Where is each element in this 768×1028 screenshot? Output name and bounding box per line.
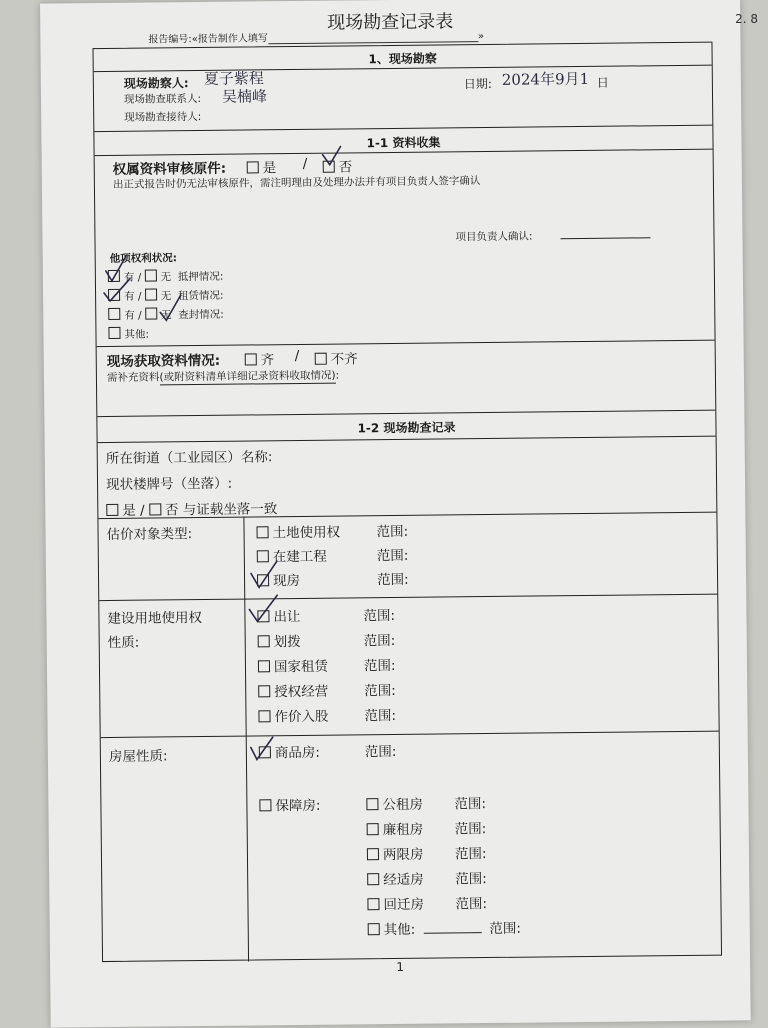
match-row: 是 / 否 与证载坐落一致 [106, 497, 277, 519]
report-number-blank [268, 30, 478, 44]
affordable-relocation[interactable]: 回迁房 [367, 893, 424, 914]
affordable-low-rent[interactable]: 廉租房 [367, 818, 424, 839]
range-label: 范围: [376, 571, 409, 589]
range-label: 范围: [454, 846, 487, 863]
range-label: 范围: [454, 821, 487, 838]
house-nature-label: 房屋性质: [108, 748, 168, 765]
range-label: 范围: [455, 871, 487, 888]
right-row-lease: 有 / 无 租赁情况: [108, 288, 224, 304]
commercial-house[interactable]: 商品房: [259, 741, 320, 762]
ownership-yes[interactable]: 是 [247, 156, 277, 176]
separator: / [302, 155, 308, 172]
range-label: 范围: [455, 896, 488, 913]
range-label: 范围: [364, 682, 396, 700]
inspector-label: 现场勘察人: [123, 76, 189, 91]
check-mark [249, 595, 277, 621]
check-mark [251, 737, 273, 759]
report-number: 报告编号:«报告制作人填写 » [148, 31, 485, 46]
section1-heading: 1、现场勘察 [368, 51, 437, 67]
check-mark [106, 257, 126, 281]
range-label: 范围: [376, 523, 409, 541]
check-mark [323, 147, 341, 165]
range-label: 范围: [376, 547, 409, 565]
survey-form [92, 42, 722, 962]
range-label: 范围: [454, 796, 487, 813]
onsite-complete[interactable]: 齐 [245, 348, 275, 368]
onsite-incomplete[interactable]: 不齐 [315, 347, 358, 367]
street-label: 所在街道（工业园区）名称: [105, 449, 273, 468]
range-label: 范围: [363, 657, 396, 675]
object-type-label: 估价对象类型: [106, 526, 193, 543]
check-mark [104, 279, 130, 301]
affordable-other[interactable]: 其他: 范围: [368, 917, 521, 939]
section12-heading: 1-2 现场勘查记录 [357, 420, 456, 436]
land-use-label-cont: 性质: [107, 634, 140, 651]
corner-mark: 2. 8 [735, 12, 758, 26]
separator: / [294, 347, 300, 365]
inspector-signature: 夏子紫程 [203, 69, 264, 88]
ownership-label: 权属资料审核原件: [112, 160, 227, 178]
ownership-no[interactable]: 否 [323, 155, 353, 175]
object-type-construction[interactable]: 在建工程 [257, 545, 327, 566]
right-row-other: 其他: [108, 327, 149, 342]
date-value: 2024年9月1 [501, 69, 590, 89]
other-rights-label: 他项权利状况: [109, 252, 177, 265]
object-type-land[interactable]: 土地使用权 [256, 521, 340, 542]
range-label: 范围: [364, 707, 397, 725]
affordable-public-rent[interactable]: 公租房 [366, 793, 423, 814]
contact-signature: 吴楠峰 [221, 87, 268, 106]
affordable-economic[interactable]: 经适房 [367, 868, 424, 889]
confirm-label: 项目负责人确认: [455, 230, 533, 244]
contact-label: 现场勘查联系人: [123, 92, 202, 106]
section11-heading: 1-1 资料收集 [366, 135, 441, 151]
right-row-seizure: 有 / 无 查封情况: [108, 307, 224, 323]
land-use-label: 建设用地使用权 [107, 610, 203, 627]
supplement-line: 需补充资料(或附资料清单详细记录资料收取情况): [106, 369, 340, 384]
land-use-authorized[interactable]: 授权经营 [258, 680, 328, 701]
handwritten-checkmarks [93, 43, 723, 963]
ownership-note: 出正式报告时仍无法审核原件，需注明理由及处理办法并有项目负责人签字确认 [112, 175, 481, 191]
land-use-equity[interactable]: 作价入股 [258, 705, 328, 726]
building-label: 现状楼牌号（坐落）: [105, 475, 233, 493]
page-title: 现场勘查记录表 [327, 11, 454, 34]
affordable-house[interactable]: 保障房: [259, 794, 320, 815]
land-use-allocation[interactable]: 划拨 [258, 630, 301, 650]
paper-sheet [40, 0, 751, 1028]
date-label: 日期: [463, 76, 493, 92]
check-mark [251, 561, 277, 587]
range-label: 范围: [363, 607, 396, 625]
land-use-transfer[interactable]: 出让 [257, 605, 300, 625]
range-label: 范围: [364, 743, 397, 761]
page-number: 1 [396, 959, 405, 974]
affordable-two-limit[interactable]: 两限房 [367, 843, 424, 864]
object-type-existing[interactable]: 现房 [257, 569, 300, 589]
right-row-mortgage: 有 / 无 抵押情况: [108, 269, 224, 285]
date-suffix: 日 [596, 75, 609, 90]
check-mark [160, 296, 180, 320]
onsite-label: 现场获取资料情况: [106, 352, 221, 370]
land-use-state-lease[interactable]: 国家租赁 [258, 655, 328, 676]
receiver-label: 现场勘查接待人: [124, 110, 202, 124]
range-label: 范围: [363, 632, 396, 650]
